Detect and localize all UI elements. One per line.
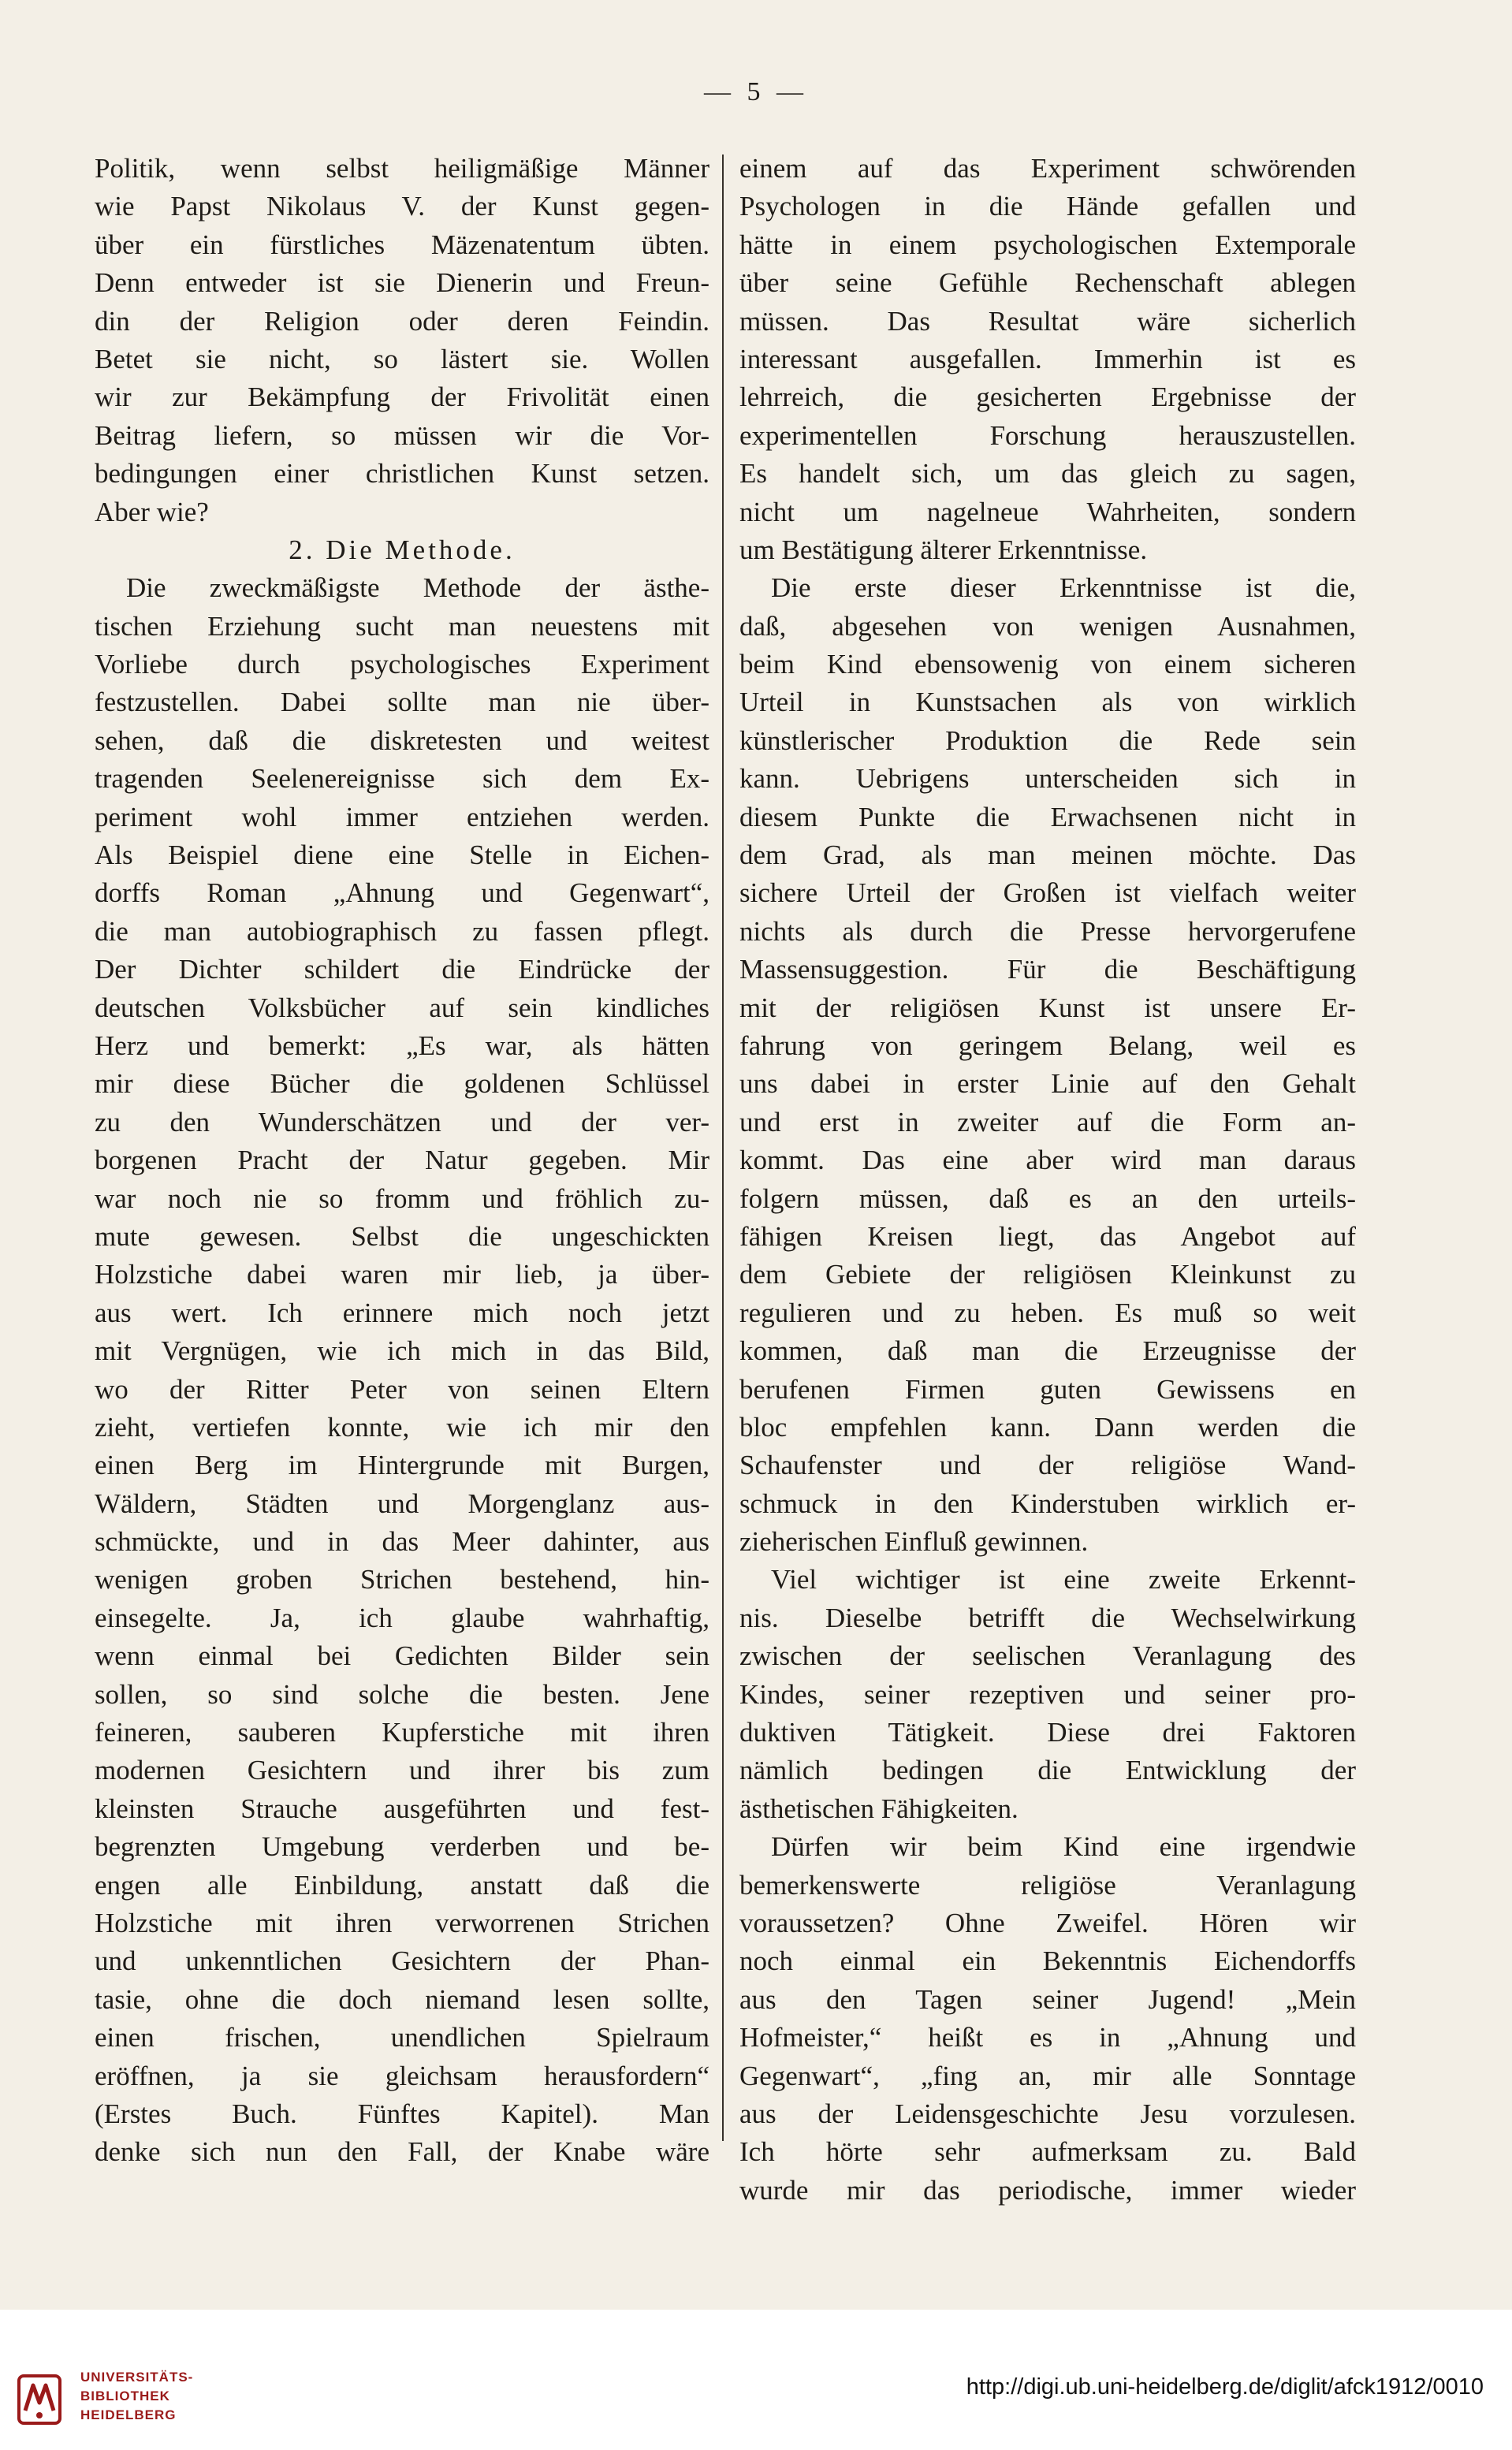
text-line: bedingungen einer christlichen Kunst setzen.: [95, 458, 709, 490]
text-line: duktiven Tätigkeit. Diese drei Faktoren: [739, 1717, 1356, 1748]
text-line: wenigen groben Strichen bestehend, hin-: [95, 1564, 709, 1595]
text-line: Denn entweder ist sie Dienerin und Freun-: [95, 267, 709, 299]
text-line: einen Berg im Hintergrunde mit Burgen,: [95, 1450, 709, 1481]
text-line: einsegelte. Ja, ich glaube wahrhaftig,: [95, 1602, 709, 1633]
text-line: zu den Wunderschätzen und der ver-: [95, 1106, 709, 1138]
text-line: Hofmeister,“ heißt es in „Ahnung und: [739, 2022, 1356, 2053]
text-line: bloc empfehlen kann. Dann werden die: [739, 1411, 1356, 1443]
text-line: hätte in einem psychologischen Extemporale: [739, 229, 1356, 260]
text-line: schmuck in den Kinderstuben wirklich er-: [739, 1488, 1356, 1519]
text-line: dem Grad, als man meinen möchte. Das: [739, 840, 1356, 871]
text-line: aus den Tagen seiner Jugend! „Mein: [739, 1983, 1356, 2015]
section-heading: 2. Die Methode.: [289, 534, 516, 565]
text-line: und erst in zweiter auf die Form an-: [739, 1106, 1356, 1138]
text-line: tasie, ohne die doch niemand lesen sollte,: [95, 1983, 709, 2015]
text-line: künstlerischer Produktion die Rede sein: [739, 724, 1356, 756]
text-line: feineren, sauberen Kupferstiche mit ihren: [95, 1717, 709, 1748]
text-line: kommen, daß man die Erzeugnisse der: [739, 1335, 1356, 1367]
text-line: zieherischen Einfluß gewinnen.: [739, 1526, 1089, 1558]
text-line: um Bestätigung älterer Erkenntnisse.: [739, 534, 1148, 565]
text-line: müssen. Das Resultat wäre sicherlich: [739, 305, 1356, 337]
text-line: noch einmal ein Bekenntnis Eichendorffs: [739, 1945, 1356, 1977]
text-line: modernen Gesichtern und ihrer bis zum: [95, 1755, 709, 1786]
text-line: mit Vergnügen, wie ich mich in das Bild,: [95, 1335, 709, 1367]
text-line: Betet sie nicht, so lästert sie. Wollen: [95, 343, 709, 374]
text-line: nis. Dieselbe betrifft die Wechselwirkung: [739, 1602, 1356, 1633]
text-line: kann. Uebrigens unterscheiden sich in: [739, 763, 1356, 795]
text-line: einem auf das Experiment schwörenden: [739, 153, 1356, 184]
text-line: und unkenntlichen Gesichtern der Phan-: [95, 1945, 709, 1977]
text-line: Viel wichtiger ist eine zweite Erkennt-: [771, 1564, 1356, 1595]
text-line: Kindes, seiner rezeptiven und seiner pro-: [739, 1678, 1356, 1710]
text-line: nämlich bedingen die Entwicklung der: [739, 1755, 1356, 1786]
text-line: sollen, so sind solche die besten. Jene: [95, 1678, 709, 1710]
text-line: Es handelt sich, um das gleich zu sagen,: [739, 458, 1356, 490]
text-line: Holzstiche dabei waren mir lieb, ja über-: [95, 1259, 709, 1290]
library-logo-text: [80, 2368, 193, 2425]
ub-heidelberg-logo-icon: [16, 2371, 63, 2428]
text-line: mit der religiösen Kunst ist unsere Er-: [739, 992, 1356, 1023]
text-line: wir zur Bekämpfung der Frivolität einen: [95, 382, 709, 413]
text-line: Der Dichter schildert die Eindrücke der: [95, 954, 709, 985]
logo-line: BIBLIOTHEK: [80, 2389, 170, 2403]
text-line: periment wohl immer entziehen werden.: [95, 801, 709, 832]
text-line: die man autobiographisch zu fassen pflegt.: [95, 915, 709, 947]
text-line: festzustellen. Dabei sollte man nie über-: [95, 687, 709, 718]
text-line: (Erstes Buch. Fünftes Kapitel). Man: [95, 2098, 709, 2129]
text-line: engen alle Einbildung, anstatt daß die: [95, 1869, 709, 1901]
text-line: dorffs Roman „Ahnung und Gegenwart“,: [95, 877, 709, 909]
text-line: denke sich nun den Fall, der Knabe wäre: [95, 2136, 709, 2168]
text-line: über seine Gefühle Rechenschaft ablegen: [739, 267, 1356, 299]
text-line: über ein fürstliches Mäzenatentum übten.: [95, 229, 709, 260]
text-line: mir diese Bücher die goldenen Schlüssel: [95, 1068, 709, 1100]
text-line: regulieren und zu heben. Es muß so weit: [739, 1297, 1356, 1328]
page-number: — 5 —: [704, 77, 808, 106]
text-line: sichere Urteil der Großen ist vielfach weiter: [739, 877, 1356, 909]
text-line: Dürfen wir beim Kind eine irgendwie: [771, 1831, 1356, 1863]
text-line: Herz und bemerkt: „Es war, als hätten: [95, 1030, 709, 1061]
text-line: beim Kind ebensowenig von einem sicheren: [739, 649, 1356, 680]
text-line: experimentellen Forschung herauszustellen.: [739, 419, 1356, 451]
text-line: einen frischen, unendlichen Spielraum: [95, 2022, 709, 2053]
text-line: Die zweckmäßigste Methode der ästhe-: [126, 572, 709, 604]
logo-line: UNIVERSITÄTS-: [80, 2370, 194, 2385]
text-line: bemerkenswerte religiöse Veranlagung: [739, 1869, 1356, 1901]
text-line: sehen, daß die diskretesten und weitest: [95, 724, 709, 756]
text-line: mute gewesen. Selbst die ungeschickten: [95, 1220, 709, 1252]
text-line: interessant ausgefallen. Immerhin ist es: [739, 343, 1356, 374]
text-line: daß, abgesehen von wenigen Ausnahmen,: [739, 610, 1356, 642]
text-line: tischen Erziehung sucht man neuestens mit: [95, 610, 709, 642]
column-divider: [722, 155, 724, 2141]
text-line: zieht, vertiefen konnte, wie ich mir den: [95, 1411, 709, 1443]
text-line: berufenen Firmen guten Gewissens en: [739, 1373, 1356, 1405]
text-line: din der Religion oder deren Feindin.: [95, 305, 709, 337]
text-line: zwischen der seelischen Veranlagung des: [739, 1640, 1356, 1672]
text-line: Massensuggestion. Für die Beschäftigung: [739, 954, 1356, 985]
text-line: Wäldern, Städten und Morgenglanz aus-: [95, 1488, 709, 1519]
text-line: Holzstiche mit ihren verworrenen Strichen: [95, 1907, 709, 1938]
text-line: war noch nie so fromm und fröhlich zu-: [95, 1182, 709, 1214]
text-line: fähigen Kreisen liegt, das Angebot auf: [739, 1220, 1356, 1252]
text-line: wenn einmal bei Gedichten Bilder sein: [95, 1640, 709, 1672]
text-line: lehrreich, die gesicherten Ergebnisse der: [739, 382, 1356, 413]
text-line: diesem Punkte die Erwachsenen nicht in: [739, 801, 1356, 832]
text-line: Urteil in Kunstsachen als von wirklich: [739, 687, 1356, 718]
text-line: folgern müssen, daß es an den urteils-: [739, 1182, 1356, 1214]
text-line: schmückte, und in das Meer dahinter, aus: [95, 1526, 709, 1558]
left-column: [95, 150, 709, 2168]
text-line: tragenden Seelenereignisse sich dem Ex-: [95, 763, 709, 795]
text-line: aus der Leidensgeschichte Jesu vorzulesen.: [739, 2098, 1356, 2129]
text-line: Vorliebe durch psychologisches Experiment: [95, 649, 709, 680]
text-line: deutschen Volksbücher auf sein kindliches: [95, 992, 709, 1023]
text-line: ästhetischen Fähigkeiten.: [739, 1793, 1019, 1824]
text-line: voraussetzen? Ohne Zweifel. Hören wir: [739, 1907, 1356, 1938]
text-line: nichts als durch die Presse hervorgerufene: [739, 915, 1356, 947]
text-line: eröffnen, ja sie gleichsam herausfordern“: [95, 2060, 709, 2091]
text-line: Psychologen in die Hände gefallen und: [739, 191, 1356, 222]
text-line: Beitrag liefern, so müssen wir die Vor-: [95, 419, 709, 451]
permalink-url[interactable]: http://digi.ub.uni-heidelberg.de/diglit/afck1912/0010: [966, 2374, 1484, 2400]
text-line: aus wert. Ich erinnere mich noch jetzt: [95, 1297, 709, 1328]
logo-line: HEIDELBERG: [80, 2407, 177, 2422]
text-line: Aber wie?: [95, 496, 209, 527]
text-line: nicht um nagelneue Wahrheiten, sondern: [739, 496, 1356, 527]
text-line: dem Gebiete der religiösen Kleinkunst zu: [739, 1259, 1356, 1290]
text-line: uns dabei in erster Linie auf den Gehalt: [739, 1068, 1356, 1100]
text-line: borgenen Pracht der Natur gegeben. Mir: [95, 1145, 709, 1176]
text-line: kommt. Das eine aber wird man daraus: [739, 1145, 1356, 1176]
right-column: [739, 150, 1356, 2206]
text-line: Die erste dieser Erkenntnisse ist die,: [771, 572, 1356, 604]
text-line: Als Beispiel diene eine Stelle in Eichen-: [95, 840, 709, 871]
text-line: begrenzten Umgebung verderben und be-: [95, 1831, 709, 1863]
text-line: wo der Ritter Peter von seinen Eltern: [95, 1373, 709, 1405]
text-line: Politik, wenn selbst heiligmäßige Männer: [95, 153, 709, 184]
text-line: Schaufenster und der religiöse Wand-: [739, 1450, 1356, 1481]
text-line: wie Papst Nikolaus V. der Kunst gegen-: [95, 191, 709, 222]
text-line: wurde mir das periodische, immer wieder: [739, 2174, 1356, 2206]
text-line: fahrung von geringem Belang, weil es: [739, 1030, 1356, 1061]
text-line: kleinsten Strauche ausgeführten und fest-: [95, 1793, 709, 1824]
text-line: Ich hörte sehr aufmerksam zu. Bald: [739, 2136, 1356, 2168]
text-line: Gegenwart“, „fing an, mir alle Sonntage: [739, 2060, 1356, 2091]
